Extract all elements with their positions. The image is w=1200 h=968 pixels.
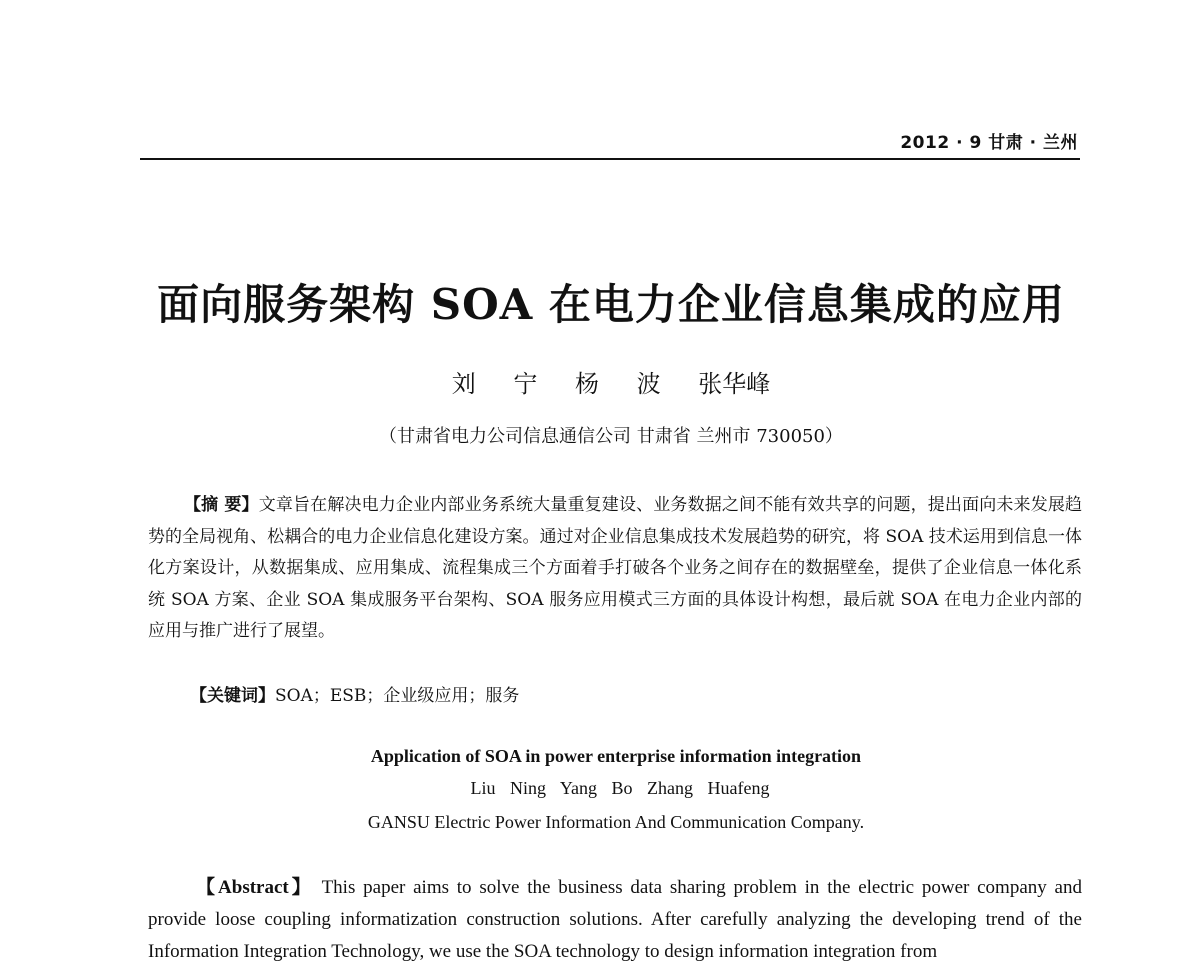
header-date-location: 2012 · 9 甘肃 · 兰州 bbox=[900, 133, 1078, 153]
authors-en: Liu Ning Yang Bo Zhang Huafeng bbox=[470, 778, 770, 798]
authors-zh: 刘 宁 杨 波 张华峰 bbox=[451, 370, 771, 398]
header-rule bbox=[140, 158, 1080, 160]
abstract-en bbox=[148, 872, 1082, 968]
affiliation-zh: （甘肃省电力公司信息通信公司 甘肃省 兰州市 730050） bbox=[379, 426, 843, 447]
abstract-zh-text: 文章旨在解决电力企业内部业务系统大量重复建设、业务数据之间不能有效共享的问题，提出面向未来发展趋势的全局视角、松耦合的电力企业信息化建设方案。通过对企业信息集成技术发展趋势的研究，将 SOA 技术运用到信息一体化方案设计，从数据集成、应用集成、流程集成三个方面着手打破各个业务之间存在的数据壁垒，提供了企业信息一体化系统 SOA 方案、企业 SOA 集成服务平台架构、SOA 服务应用模式三方面的具体设计构想，最后就 SOA 在电力企业内部的应用与推广进行了展望。 bbox=[148, 495, 1083, 641]
keywords-zh bbox=[190, 681, 519, 706]
paper-title-en: Application of SOA in power enterprise information integration bbox=[370, 746, 862, 766]
abstract-en-text: This paper aims to solve the business data sharing problem in the electric power company and provide loose coupling informatization construction solutions. After carefully analyzing the developing trend of the Information Integration Technology, we use the SOA technology to design information integration from bbox=[148, 877, 1082, 962]
keywords-zh-text: SOA；ESB；企业级应用；服务 bbox=[275, 686, 520, 706]
paper-title-zh: 面向服务架构 SOA 在电力企业信息集成的应用 bbox=[157, 280, 1065, 329]
abstract-en-label: 【Abstract】 bbox=[196, 877, 314, 898]
affiliation-en: GANSU Electric Power Information And Communication Company. bbox=[367, 812, 865, 832]
abstract-zh-label: 【摘 要】 bbox=[184, 495, 259, 515]
keywords-zh-label: 【关键词】 bbox=[190, 686, 275, 706]
abstract-zh bbox=[148, 490, 1082, 648]
